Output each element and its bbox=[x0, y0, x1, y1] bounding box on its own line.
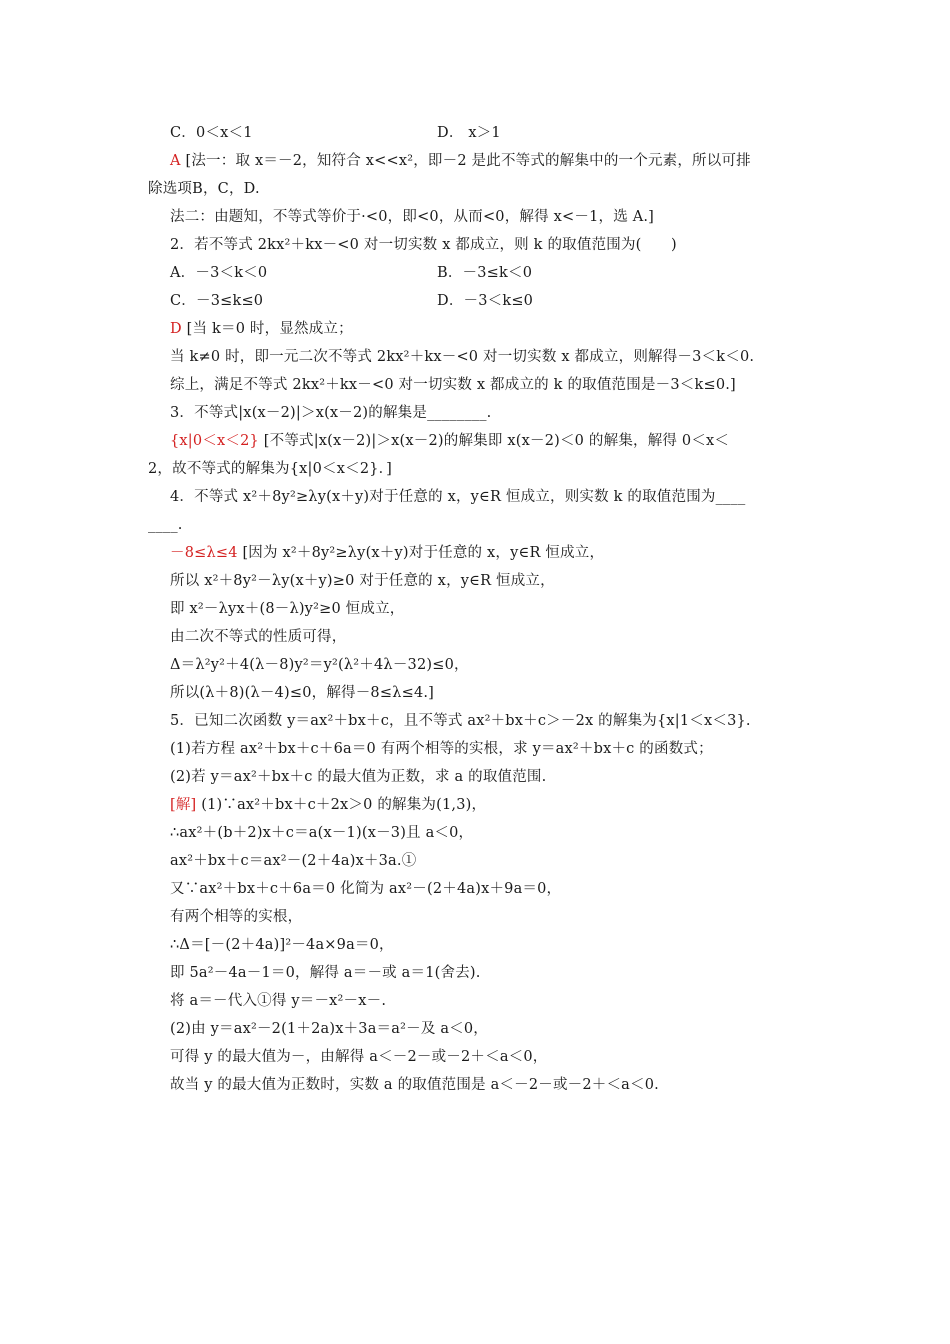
text-segment: 法二：由题知，不等式等价于·<0，即<0，从而<0，解得 x<－1，选 A.] bbox=[170, 209, 655, 225]
text-segment: 3．不等式|x(x－2)|＞x(x－2)的解集是________. bbox=[170, 405, 492, 421]
text-line bbox=[148, 459, 392, 479]
text-segment: 5．已知二次函数 y＝ax²＋bx＋c，且不等式 ax²＋bx＋c＞－2x 的解集为{x|1＜x＜3}. bbox=[170, 713, 751, 729]
text-segment: 可得 y 的最大值为－，由解得 a＜－2－或－2＋＜a＜0， bbox=[170, 1049, 548, 1065]
text-segment: C．－3≤k≤0 bbox=[170, 293, 264, 309]
text-line bbox=[148, 179, 260, 199]
text-line bbox=[170, 291, 263, 311]
text-segment: 又∵ax²＋bx＋c＋6a＝0 化简为 ax²－(2＋4a)x＋9a＝0， bbox=[170, 881, 562, 897]
text-line bbox=[170, 655, 469, 675]
text-line bbox=[170, 235, 677, 255]
text-line bbox=[170, 319, 353, 339]
text-line bbox=[170, 683, 434, 703]
text-line bbox=[170, 1019, 488, 1039]
text-segment: 2．若不等式 2kx²＋kx－<0 对一切实数 x 都成立，则 k 的取值范围为( ) bbox=[170, 237, 677, 253]
text-line bbox=[170, 935, 394, 955]
text-segment: 即 x²－λyx＋(8－λ)y²≥0 恒成立， bbox=[170, 601, 405, 617]
text-segment: 将 a＝－代入①得 y＝－x²－x－. bbox=[170, 993, 387, 1009]
text-segment: (2)由 y＝ax²－2(1＋2a)x＋3a＝a²－及 a＜0， bbox=[170, 1021, 488, 1037]
text-segment: 故当 y 的最大值为正数时，实数 a 的取值范围是 a＜－2－或－2＋＜a＜0. bbox=[170, 1077, 659, 1093]
option-right: D．－3＜k≤0 bbox=[437, 293, 534, 309]
text-line bbox=[148, 515, 183, 535]
text-line bbox=[170, 767, 546, 787]
text-segment: 除选项B，C，D. bbox=[148, 181, 260, 197]
text-line bbox=[170, 851, 416, 871]
text-line bbox=[170, 599, 404, 619]
text-line bbox=[170, 571, 555, 591]
text-segment: [不等式|x(x－2)|＞x(x－2)的解集即 x(x－2)＜0 的解集，解得 0＜x＜ bbox=[258, 433, 730, 449]
text-segment: 即 5a²－4a－1＝0，解得 a＝－或 a＝1(舍去). bbox=[170, 965, 481, 981]
text-segment: ax²＋bx＋c＝ax²－(2＋4a)x＋3a.① bbox=[170, 853, 417, 869]
text-line bbox=[170, 795, 486, 815]
option-right: D． x＞1 bbox=[437, 125, 501, 141]
text-line bbox=[170, 823, 473, 843]
text-segment: ____. bbox=[148, 517, 183, 533]
text-line bbox=[170, 907, 302, 927]
answer-mark: －8≤λ≤4 bbox=[170, 545, 238, 561]
text-segment: (1)若方程 ax²＋bx＋c＋6a＝0 有两个相等的实根，求 y＝ax²＋bx＋c 的函数式； bbox=[170, 741, 713, 757]
text-line bbox=[170, 627, 346, 647]
answer-mark: [解] bbox=[170, 797, 197, 813]
text-segment: 所以 x²＋8y²－λy(x＋y)≥0 对于任意的 x，y∈R 恒成立， bbox=[170, 573, 555, 589]
text-segment: [法一：取 x＝－2，知符合 x<<x²，即－2 是此不等式的解集中的一个元素，所以可排 bbox=[180, 153, 751, 169]
text-segment: ∴Δ＝[－(2＋4a)]²－4a×9a＝0， bbox=[170, 937, 394, 953]
text-line bbox=[170, 1047, 547, 1067]
text-line bbox=[170, 375, 736, 395]
text-line bbox=[170, 151, 751, 171]
text-line bbox=[170, 739, 713, 759]
answer-mark: D bbox=[170, 321, 182, 337]
text-segment: 2，故不等式的解集为{x|0＜x＜2}．] bbox=[148, 461, 392, 477]
text-segment: ∴ax²＋(b＋2)x＋c＝a(x－1)(x－3)且 a＜0， bbox=[170, 825, 474, 841]
text-line bbox=[170, 543, 604, 563]
text-segment: [因为 x²＋8y²≥λy(x＋y)对于任意的 x，y∈R 恒成立， bbox=[237, 545, 605, 561]
text-segment: 有两个相等的实根， bbox=[170, 909, 303, 925]
text-line bbox=[170, 403, 492, 423]
text-line bbox=[170, 123, 253, 143]
text-segment: Δ＝λ²y²＋4(λ－8)y²＝y²(λ²＋4λ－32)≤0， bbox=[170, 657, 469, 673]
answer-mark: A bbox=[170, 153, 181, 169]
text-segment: 综上，满足不等式 2kx²＋kx－<0 对一切实数 x 都成立的 k 的取值范围是－3＜k≤0.] bbox=[170, 377, 736, 393]
text-line bbox=[170, 963, 481, 983]
text-line bbox=[170, 711, 751, 731]
text-segment: C．0＜x＜1 bbox=[170, 125, 253, 141]
text-line bbox=[170, 991, 386, 1011]
answer-mark: {x|0＜x＜2} bbox=[170, 433, 259, 449]
text-segment: (2)若 y＝ax²＋bx＋c 的最大值为正数，求 a 的取值范围. bbox=[170, 769, 547, 785]
text-segment: 当 k≠0 时，即一元二次不等式 2kx²＋kx－<0 对一切实数 x 都成立，则解得－3＜k＜0. bbox=[170, 349, 755, 365]
text-segment: [当 k＝0 时，显然成立； bbox=[181, 321, 353, 337]
text-segment: 4．不等式 x²＋8y²≥λy(x＋y)对于任意的 x，y∈R 恒成立，则实数 k 的取值范围为____ bbox=[170, 489, 746, 505]
option-right: B．－3≤k＜0 bbox=[437, 265, 533, 281]
text-segment: 由二次不等式的性质可得， bbox=[170, 629, 347, 645]
text-line bbox=[170, 431, 729, 451]
text-segment: A．－3＜k＜0 bbox=[170, 265, 268, 281]
text-line bbox=[170, 347, 754, 367]
text-line bbox=[170, 263, 267, 283]
text-segment: (1)∵ax²＋bx＋c＋2x＞0 的解集为(1,3)， bbox=[196, 797, 487, 813]
text-line bbox=[170, 1075, 659, 1095]
text-line bbox=[170, 207, 654, 227]
text-segment: 所以(λ＋8)(λ－4)≤0，解得－8≤λ≤4.] bbox=[170, 685, 435, 701]
text-line bbox=[170, 879, 561, 899]
text-line bbox=[170, 487, 745, 507]
